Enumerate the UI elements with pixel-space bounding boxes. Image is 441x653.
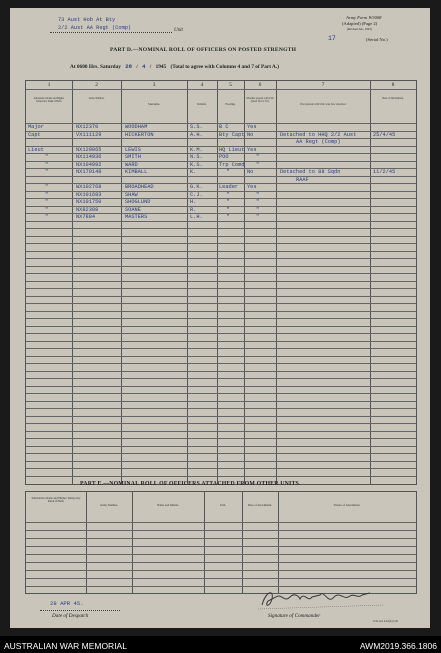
row-rule — [26, 228, 416, 229]
cell-rank: " — [45, 191, 49, 198]
column-header: Nature of Attachment. — [333, 503, 361, 507]
cell-present: " — [256, 206, 260, 213]
column-header: Date of Attachment. — [247, 503, 273, 507]
cell-initials: C.J. — [190, 191, 203, 198]
cell-surname: SOANE — [125, 206, 141, 213]
cell-rank: Lieut — [28, 146, 44, 153]
date-month: 4 — [142, 63, 146, 70]
column-number: 1 — [47, 82, 51, 88]
serial-label: (Serial No.) — [366, 37, 388, 42]
row-rule — [26, 461, 416, 462]
cell-rank: " — [45, 184, 49, 190]
column-header: Substantive Rank and Higher Temporary Rank if Held. — [31, 496, 81, 503]
cell-surname: HICKERTON — [125, 131, 154, 138]
cell-absence: RAAF — [296, 176, 309, 183]
cell-present: Yes — [247, 184, 257, 190]
row-rule — [26, 258, 416, 259]
row-rule — [26, 251, 416, 252]
row-rule — [26, 296, 416, 297]
column-number: 4 — [200, 82, 204, 88]
cell-surname: MASTERS — [125, 214, 148, 220]
cell-initials: G.K. — [190, 184, 203, 190]
row-rule — [26, 176, 416, 177]
cell-rank: " — [45, 169, 49, 175]
row-rule — [26, 401, 416, 402]
column-number: 3 — [152, 82, 156, 88]
cell-rank: Major — [28, 124, 44, 130]
part-d-title: PART D.—NOMINAL ROLL OF OFFICERS ON POSTED STRENGTH — [110, 47, 297, 53]
row-rule — [26, 538, 416, 539]
cell-number: NX114936 — [76, 154, 102, 160]
row-rule — [26, 423, 416, 424]
cell-initials: K.S. — [190, 161, 203, 168]
row-rule — [26, 89, 416, 90]
cell-number: NX104992 — [76, 161, 102, 168]
column-header: Whether present with Unit (insert Yes or No) — [246, 97, 274, 103]
row-rule — [26, 468, 416, 469]
cell-posting: Bty Capt — [219, 131, 245, 138]
column-header: If not present with Unit, state how absorbed. — [299, 103, 347, 106]
unit-line-2: 2/2 Aust AA Regt (Comp) — [58, 25, 132, 31]
form-number: Army Form W3008 — [346, 15, 382, 20]
cell-number: NX7884 — [76, 214, 96, 220]
column-header: Surname. — [147, 102, 161, 106]
cell-initials: K. — [190, 169, 197, 175]
row-rule — [26, 288, 416, 289]
caption-bar — [0, 636, 441, 653]
unit-dotted-line — [50, 32, 172, 33]
row-rule — [26, 371, 416, 372]
cell-rank: " — [45, 199, 49, 205]
cell-number: VX111129 — [76, 131, 102, 138]
cell-posting: POO — [219, 154, 229, 160]
row-rule — [26, 446, 416, 447]
despatch-label: Date of Despatch — [52, 613, 89, 619]
column-number: 6 — [258, 82, 262, 88]
cell-present: " — [256, 199, 260, 205]
row-rule — [26, 578, 416, 579]
cell-initials: R. — [190, 206, 197, 213]
cell-posting: " — [226, 214, 230, 220]
cell-surname: KIMBALL — [125, 169, 148, 175]
row-rule — [26, 416, 416, 417]
caption-right: AWM2019.366.1806 — [359, 641, 437, 651]
part-d-table — [25, 80, 417, 485]
row-rule — [26, 453, 416, 454]
caption-left: AUSTRALIAN WAR MEMORIAL — [4, 641, 127, 651]
cell-present: No — [247, 131, 254, 138]
row-rule — [26, 341, 416, 342]
row-rule — [26, 438, 416, 439]
row-rule — [26, 266, 416, 267]
row-rule — [26, 273, 416, 274]
column-number: 8 — [391, 82, 395, 88]
cell-absence: Detached to 88 Sqdn — [280, 169, 341, 175]
row-rule — [26, 363, 416, 364]
at-line-suffix: (Total to agree with Columns 4 and 7 of Part A.) — [170, 64, 279, 70]
cell-number: NX12370 — [76, 124, 99, 130]
row-rule — [26, 356, 416, 357]
cell-initials: A.H. — [190, 131, 203, 138]
despatch-dotted-line — [40, 610, 120, 611]
row-rule — [26, 386, 416, 387]
cell-present: " — [256, 161, 260, 168]
row-rule — [26, 326, 416, 327]
column-number: 5 — [229, 82, 232, 88]
cell-posting: " — [226, 199, 230, 205]
form-adapted: (Adapted) (Page 2) — [342, 21, 378, 26]
column-number: 7 — [321, 82, 325, 88]
column-header: Unit. — [219, 503, 227, 507]
unit-label: Unit — [174, 28, 183, 33]
cell-initials: N.S. — [190, 154, 203, 160]
cell-surname: SMITH — [125, 154, 141, 160]
row-rule — [26, 562, 416, 563]
cell-surname: BROADHEAD — [125, 184, 154, 190]
cell-surname: SHAW — [125, 191, 138, 198]
column-header: Substantive Rank and Higher Temporary Rank if Held. — [33, 97, 65, 103]
column-header: Initials. — [197, 102, 207, 106]
cell-present: Yes — [247, 146, 257, 153]
row-rule — [26, 311, 416, 312]
date-day: 28 — [125, 63, 132, 70]
cell-posting: Trp Comd — [219, 161, 245, 168]
cell-initials: K.M. — [190, 146, 203, 153]
printer-note: G.W. Ltd. 2/44 (Z) 1/45 — [373, 620, 398, 623]
cell-rank: " — [45, 161, 49, 168]
row-rule — [26, 431, 416, 432]
cell-present: " — [256, 191, 260, 198]
at-hours-line: At 0600 Hrs. Saturday 28 / 4 / 1945 (Total to agree with Columns 4 and 7 of Part A.) — [70, 63, 279, 70]
column-header: Army Number. — [88, 97, 105, 100]
cell-surname: SHOGLUND — [125, 199, 151, 205]
row-rule — [26, 476, 416, 477]
row-rule — [26, 378, 416, 379]
row-rule — [26, 333, 416, 334]
row-rule — [26, 348, 416, 349]
date-year: 1945 — [155, 64, 167, 70]
unit-line-1: 73 Aust Hob At Bty — [58, 17, 116, 23]
cell-absence: Detached to HHQ 2/2 Aust — [280, 131, 357, 138]
cell-present: " — [256, 214, 260, 220]
cell-date: 25/4/45 — [373, 131, 396, 138]
cell-initials: H. — [190, 199, 197, 205]
column-number: 2 — [95, 82, 98, 88]
row-rule — [26, 570, 416, 571]
commander-signature — [254, 583, 394, 613]
row-rule — [26, 554, 416, 555]
row-rule — [26, 522, 416, 523]
cell-rank: " — [45, 214, 49, 220]
form-revised: (Revised Jan., 1943) — [347, 26, 372, 31]
cell-date: 11/2/45 — [373, 169, 396, 175]
row-rule — [26, 236, 416, 237]
row-rule — [26, 303, 416, 304]
cell-posting: HQ Lieut — [219, 146, 245, 153]
row-rule — [26, 221, 416, 222]
cell-surname: WOODHAM — [125, 124, 148, 130]
column-header: Posting. — [225, 102, 236, 106]
row-rule — [26, 243, 416, 244]
cell-number: NX170148 — [76, 169, 102, 175]
cell-present: " — [256, 154, 260, 160]
cell-present: No — [247, 169, 254, 175]
row-rule — [26, 530, 416, 531]
cell-posting: Leader — [219, 184, 239, 190]
cell-number: NX101750 — [76, 199, 102, 205]
cell-absence: AA Regt (Comp) — [296, 139, 341, 145]
cell-posting: " — [226, 169, 230, 175]
signature-graphic — [254, 583, 394, 613]
part-e-title: PART E.—NOMINAL ROLL OF OFFICERS ATTACHED FROM OTHER UNITS. — [80, 481, 301, 487]
at-line-prefix: At 0600 Hrs. Saturday — [70, 64, 121, 70]
cell-rank: Capt — [28, 131, 41, 138]
cell-number: NX129865 — [76, 146, 102, 153]
serial-number: 17 — [328, 35, 336, 42]
row-rule — [26, 281, 416, 282]
cell-initials: L.H. — [190, 214, 203, 220]
cell-posting: " — [226, 191, 230, 198]
cell-present: Yes — [247, 124, 257, 130]
cell-number: NX82398 — [76, 206, 99, 213]
row-rule — [26, 546, 416, 547]
cell-surname: LEWIS — [125, 146, 141, 153]
form-sheet — [10, 8, 430, 628]
cell-number: WX102768 — [76, 184, 102, 190]
signature-label: Signature of Commander — [268, 613, 321, 619]
cell-rank: " — [45, 206, 49, 213]
row-rule — [26, 138, 416, 139]
cell-surname: WARD — [125, 161, 138, 168]
column-header: Name and Initials. — [156, 503, 180, 507]
cell-number: NX101683 — [76, 191, 102, 198]
row-rule — [26, 393, 416, 394]
cell-posting: " — [226, 206, 230, 213]
column-header: Date of Detachment. — [382, 97, 404, 100]
part-e-table — [25, 491, 417, 594]
row-rule — [26, 408, 416, 409]
cell-initials: S.S. — [190, 124, 203, 130]
despatch-date: 28 APR 45. — [50, 600, 84, 607]
column-header: Army Number. — [99, 503, 119, 507]
row-rule — [26, 318, 416, 319]
cell-posting: B C — [219, 124, 229, 130]
cell-rank: " — [45, 154, 49, 160]
